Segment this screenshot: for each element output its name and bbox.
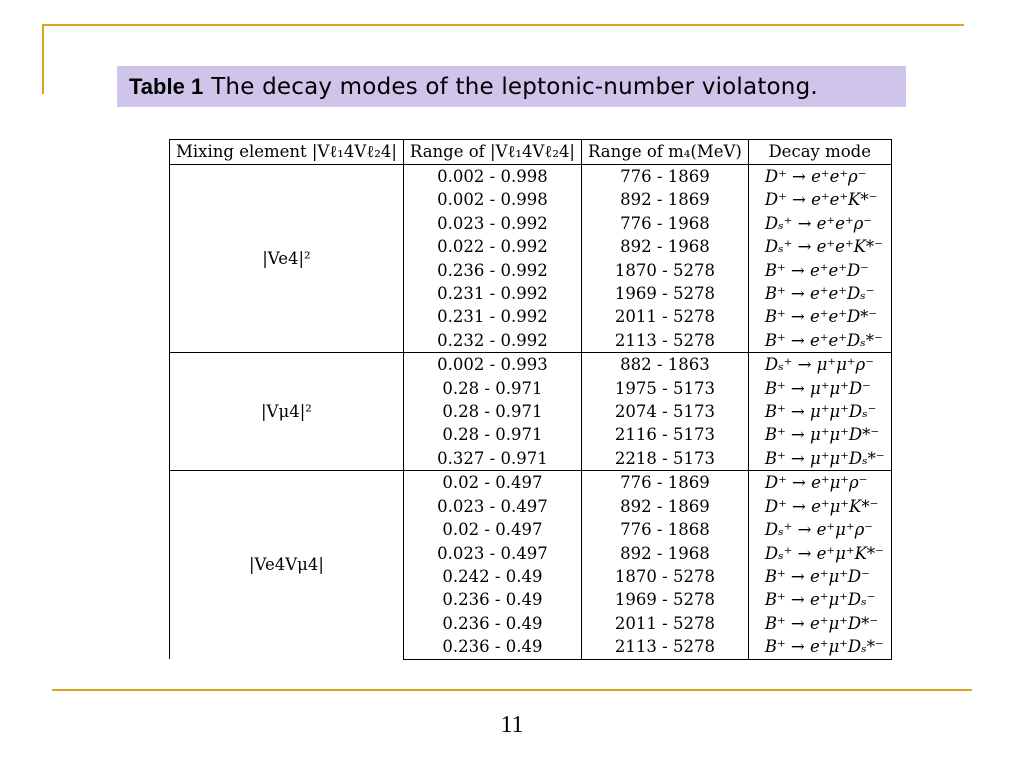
- mass-range-cell: 892 - 1968: [582, 235, 749, 258]
- mixing-element-cell: |Vμ4|²: [170, 353, 404, 471]
- range-cell: 0.28 - 0.971: [403, 423, 581, 446]
- caption-label: Table 1: [129, 73, 204, 99]
- mass-range-cell: 776 - 1869: [582, 165, 749, 189]
- range-cell: 0.02 - 0.497: [403, 471, 581, 495]
- mass-range-cell: 892 - 1968: [582, 542, 749, 565]
- decay-mode-cell: B⁺ → μ⁺μ⁺D*⁻: [748, 423, 891, 446]
- range-cell: 0.231 - 0.992: [403, 305, 581, 328]
- mass-range-cell: 1870 - 5278: [582, 565, 749, 588]
- table-header-row: [170, 140, 892, 165]
- range-cell: 0.327 - 0.971: [403, 447, 581, 471]
- decay-mode-cell: B⁺ → e⁺μ⁺Dₛ⁻: [748, 588, 891, 611]
- mass-range-cell: 2074 - 5173: [582, 400, 749, 423]
- table-row: [170, 353, 892, 377]
- decay-mode-cell: Dₛ⁺ → e⁺μ⁺K*⁻: [748, 542, 891, 565]
- range-cell: 0.28 - 0.971: [403, 400, 581, 423]
- mass-range-cell: 1975 - 5173: [582, 377, 749, 400]
- range-cell: 0.236 - 0.49: [403, 588, 581, 611]
- mass-range-cell: 1969 - 5278: [582, 588, 749, 611]
- range-cell: 0.022 - 0.992: [403, 235, 581, 258]
- decay-mode-cell: D⁺ → e⁺μ⁺ρ⁻: [748, 471, 891, 495]
- range-cell: 0.023 - 0.497: [403, 495, 581, 518]
- range-cell: 0.236 - 0.49: [403, 612, 581, 635]
- range-cell: 0.242 - 0.49: [403, 565, 581, 588]
- mass-range-cell: 776 - 1968: [582, 212, 749, 235]
- mass-range-cell: 1870 - 5278: [582, 259, 749, 282]
- mass-range-cell: 1969 - 5278: [582, 282, 749, 305]
- range-cell: 0.232 - 0.992: [403, 329, 581, 353]
- table-body: [170, 165, 892, 660]
- table-row: [170, 471, 892, 495]
- mass-range-cell: 892 - 1869: [582, 495, 749, 518]
- header-range-mass: Range of m₄(MeV): [582, 140, 749, 165]
- mass-range-cell: 2011 - 5278: [582, 612, 749, 635]
- range-cell: 0.023 - 0.992: [403, 212, 581, 235]
- decay-mode-cell: B⁺ → μ⁺μ⁺Dₛ⁻: [748, 400, 891, 423]
- caption-text: The decay modes of the leptonic-number violatong.: [211, 73, 818, 100]
- decay-mode-cell: Dₛ⁺ → e⁺μ⁺ρ⁻: [748, 518, 891, 541]
- decay-mode-cell: B⁺ → μ⁺μ⁺Dₛ*⁻: [748, 447, 891, 471]
- decay-mode-cell: Dₛ⁺ → e⁺e⁺K*⁻: [748, 235, 891, 258]
- mass-range-cell: 2218 - 5173: [582, 447, 749, 471]
- decay-mode-cell: B⁺ → e⁺e⁺Dₛ*⁻: [748, 329, 891, 353]
- table-row: [170, 165, 892, 189]
- decay-mode-cell: B⁺ → μ⁺μ⁺D⁻: [748, 377, 891, 400]
- decay-mode-cell: Dₛ⁺ → μ⁺μ⁺ρ⁻: [748, 353, 891, 377]
- decay-modes-table: [169, 139, 892, 660]
- range-cell: 0.236 - 0.992: [403, 259, 581, 282]
- mass-range-cell: 2113 - 5278: [582, 635, 749, 659]
- decay-mode-cell: D⁺ → e⁺μ⁺K*⁻: [748, 495, 891, 518]
- mass-range-cell: 776 - 1868: [582, 518, 749, 541]
- decay-mode-cell: B⁺ → e⁺e⁺D⁻: [748, 259, 891, 282]
- mass-range-cell: 2011 - 5278: [582, 305, 749, 328]
- mass-range-cell: 882 - 1863: [582, 353, 749, 377]
- bottom-rule: [52, 689, 972, 691]
- range-cell: 0.002 - 0.998: [403, 188, 581, 211]
- left-rule: [42, 24, 44, 94]
- header-mixing-element: Mixing element |Vℓ₁4Vℓ₂4|: [170, 140, 404, 165]
- range-cell: 0.002 - 0.993: [403, 353, 581, 377]
- decay-mode-cell: B⁺ → e⁺μ⁺D*⁻: [748, 612, 891, 635]
- mass-range-cell: 776 - 1869: [582, 471, 749, 495]
- range-cell: 0.002 - 0.998: [403, 165, 581, 189]
- range-cell: 0.02 - 0.497: [403, 518, 581, 541]
- decay-mode-cell: Dₛ⁺ → e⁺e⁺ρ⁻: [748, 212, 891, 235]
- decay-mode-cell: B⁺ → e⁺e⁺D*⁻: [748, 305, 891, 328]
- top-rule: [42, 24, 964, 26]
- range-cell: 0.023 - 0.497: [403, 542, 581, 565]
- range-cell: 0.236 - 0.49: [403, 635, 581, 659]
- mass-range-cell: 892 - 1869: [582, 188, 749, 211]
- mixing-element-cell: |Ve4Vμ4|: [170, 471, 404, 659]
- mass-range-cell: 2113 - 5278: [582, 329, 749, 353]
- decay-mode-cell: D⁺ → e⁺e⁺ρ⁻: [748, 165, 891, 189]
- range-cell: 0.231 - 0.992: [403, 282, 581, 305]
- table-caption: [117, 66, 906, 107]
- decay-mode-cell: D⁺ → e⁺e⁺K*⁻: [748, 188, 891, 211]
- range-cell: 0.28 - 0.971: [403, 377, 581, 400]
- header-range-mixing: Range of |Vℓ₁4Vℓ₂4|: [403, 140, 581, 165]
- header-decay-mode: Decay mode: [748, 140, 891, 165]
- page-number: 11: [500, 712, 524, 738]
- mixing-element-cell: |Ve4|²: [170, 165, 404, 353]
- decay-mode-cell: B⁺ → e⁺μ⁺Dₛ*⁻: [748, 635, 891, 659]
- decay-mode-cell: B⁺ → e⁺μ⁺D⁻: [748, 565, 891, 588]
- mass-range-cell: 2116 - 5173: [582, 423, 749, 446]
- decay-mode-cell: B⁺ → e⁺e⁺Dₛ⁻: [748, 282, 891, 305]
